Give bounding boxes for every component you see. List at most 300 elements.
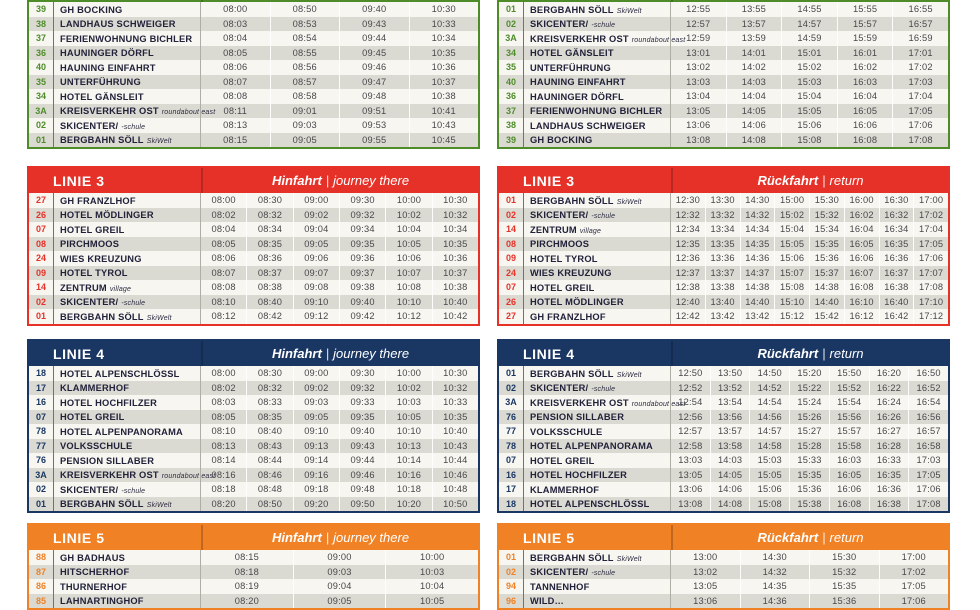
time-cell: 10:05 bbox=[385, 237, 431, 252]
stop-name bbox=[524, 410, 671, 425]
time-cell: 17:03 bbox=[892, 75, 948, 90]
stop-name bbox=[54, 89, 201, 104]
time-cell: 15:30 bbox=[809, 550, 879, 565]
time-cell: 08:18 bbox=[211, 484, 236, 495]
table-header-linie4-return bbox=[499, 341, 948, 366]
departure-times bbox=[201, 424, 478, 439]
timetable-linie3-outbound bbox=[27, 166, 480, 326]
time-cell: 09:03 bbox=[293, 395, 339, 410]
stop-name-text: WIES KREUZUNG bbox=[530, 268, 612, 278]
direction-label-german: Rückfahrt bbox=[757, 173, 819, 188]
stop-number: 36 bbox=[499, 89, 524, 104]
stop-name-text: SKICENTER/ bbox=[530, 567, 589, 577]
time-cell: 16:02 bbox=[844, 208, 879, 223]
stop-name bbox=[524, 395, 686, 410]
time-cell: 15:38 bbox=[789, 497, 829, 512]
time-cell: 16:04 bbox=[837, 89, 893, 104]
time-cell: 08:37 bbox=[246, 266, 292, 281]
time-cell: 10:10 bbox=[385, 295, 431, 310]
stop-name bbox=[54, 2, 201, 17]
stop-name-text: KREISVERKEHR OST bbox=[60, 470, 159, 480]
time-cell: 14:40 bbox=[809, 295, 844, 310]
time-cell: 08:36 bbox=[246, 251, 292, 266]
time-cell: 08:32 bbox=[246, 208, 292, 223]
table-row bbox=[499, 222, 948, 237]
time-cell: 10:14 bbox=[385, 453, 431, 468]
time-cell: 09:14 bbox=[293, 453, 339, 468]
departure-times bbox=[201, 75, 478, 90]
stop-number: 02 bbox=[499, 208, 524, 223]
time-cell: 16:35 bbox=[879, 237, 914, 252]
stop-number: 24 bbox=[499, 266, 524, 281]
stop-name bbox=[54, 366, 201, 381]
table-row bbox=[499, 31, 948, 46]
time-cell: 15:57 bbox=[837, 17, 893, 32]
time-cell: 17:08 bbox=[892, 133, 948, 148]
time-cell: 16:06 bbox=[844, 251, 879, 266]
time-cell: 13:32 bbox=[705, 208, 740, 223]
time-cell: 15:07 bbox=[774, 266, 809, 281]
time-cell: 17:08 bbox=[908, 497, 948, 512]
table-row bbox=[29, 381, 478, 396]
departure-times bbox=[671, 251, 948, 266]
stop-name-text: KREISVERKEHR OST bbox=[530, 33, 629, 44]
departure-times bbox=[201, 2, 478, 17]
time-cell: 10:07 bbox=[385, 266, 431, 281]
departure-times bbox=[201, 118, 478, 133]
time-cell: 14:50 bbox=[749, 366, 789, 381]
direction-label-pipe: | bbox=[822, 173, 826, 188]
direction-label-english: journey there bbox=[333, 173, 410, 188]
departure-times bbox=[201, 594, 478, 609]
time-cell: 13:08 bbox=[678, 498, 703, 509]
time-cell: 16:20 bbox=[869, 366, 909, 381]
direction-label-german: Hinfahrt bbox=[271, 346, 322, 361]
time-cell: 12:56 bbox=[678, 411, 703, 422]
time-cell: 10:33 bbox=[409, 17, 479, 32]
stop-name-suffix: -schule bbox=[121, 123, 146, 131]
direction-label-pipe: | bbox=[822, 346, 826, 361]
time-cell: 14:55 bbox=[781, 2, 837, 17]
table-row bbox=[29, 295, 478, 310]
time-cell: 08:02 bbox=[211, 382, 236, 393]
stop-name bbox=[524, 565, 671, 580]
stop-number: 02 bbox=[29, 482, 54, 497]
time-cell: 15:06 bbox=[749, 482, 789, 497]
stop-name bbox=[54, 410, 201, 425]
stop-number: 01 bbox=[499, 550, 524, 565]
time-cell: 09:45 bbox=[339, 46, 409, 61]
time-cell: 08:00 bbox=[223, 4, 248, 15]
time-cell: 14:06 bbox=[726, 118, 782, 133]
time-cell: 13:05 bbox=[686, 105, 711, 116]
stop-name-text: HOTEL GREIL bbox=[530, 282, 595, 293]
stop-name-text: VOLKSSCHULE bbox=[530, 426, 603, 437]
time-cell: 08:19 bbox=[234, 581, 259, 592]
stop-name-text: HAUNING EINFAHRT bbox=[530, 77, 626, 87]
departure-times bbox=[201, 17, 478, 32]
departure-times bbox=[671, 89, 948, 104]
departure-times bbox=[671, 31, 948, 46]
stop-number: 35 bbox=[499, 60, 524, 75]
timetable-linie5-outbound bbox=[27, 523, 480, 610]
stop-name-text: HOTEL MÖDLINGER bbox=[60, 210, 154, 220]
time-cell: 10:00 bbox=[385, 366, 431, 381]
time-cell: 09:18 bbox=[293, 482, 339, 497]
table-row bbox=[29, 17, 478, 32]
time-cell: 17:05 bbox=[908, 468, 948, 483]
time-cell: 08:08 bbox=[211, 282, 236, 293]
table-row bbox=[29, 280, 478, 295]
departure-times bbox=[671, 497, 948, 512]
time-cell: 12:37 bbox=[675, 267, 700, 278]
stop-name-text: THURNERHOF bbox=[60, 581, 128, 592]
time-cell: 09:04 bbox=[293, 222, 339, 237]
stop-name bbox=[524, 31, 686, 46]
table-header-linie4-outbound bbox=[29, 341, 478, 366]
departure-times bbox=[671, 594, 948, 609]
time-cell: 15:33 bbox=[789, 453, 829, 468]
time-cell: 17:07 bbox=[913, 266, 948, 281]
time-cell: 16:07 bbox=[844, 266, 879, 281]
stop-name bbox=[54, 118, 201, 133]
time-cell: 16:40 bbox=[879, 295, 914, 310]
stop-number: 01 bbox=[499, 366, 524, 381]
stop-name-suffix: SkiWelt bbox=[146, 502, 172, 509]
table-header-linie5-outbound bbox=[29, 525, 478, 550]
table-row bbox=[29, 31, 478, 46]
time-cell: 16:50 bbox=[908, 366, 948, 381]
table-row bbox=[29, 453, 478, 468]
direction-label-english: journey there bbox=[333, 346, 410, 361]
departure-times bbox=[201, 381, 478, 396]
time-cell: 08:18 bbox=[234, 566, 259, 577]
time-cell: 15:50 bbox=[829, 366, 869, 381]
time-cell: 16:37 bbox=[879, 266, 914, 281]
table-row bbox=[499, 266, 948, 281]
time-cell: 08:05 bbox=[211, 238, 236, 249]
stop-name bbox=[524, 118, 671, 133]
time-cell: 12:30 bbox=[675, 195, 700, 206]
stop-name bbox=[524, 439, 671, 454]
stop-name-text: BERGBAHN SÖLL bbox=[60, 135, 144, 145]
time-cell: 10:34 bbox=[409, 31, 479, 46]
stop-name bbox=[524, 550, 671, 565]
time-cell: 10:02 bbox=[385, 381, 431, 396]
stop-name-text: KLAMMERHOF bbox=[60, 383, 130, 393]
time-cell: 15:34 bbox=[809, 222, 844, 237]
time-cell: 10:32 bbox=[432, 381, 478, 396]
time-cell: 08:10 bbox=[211, 426, 236, 437]
time-cell: 13:34 bbox=[705, 222, 740, 237]
time-cell: 08:50 bbox=[270, 2, 340, 17]
stop-name-suffix: roundabout east bbox=[161, 473, 216, 480]
stop-number: 87 bbox=[29, 565, 54, 580]
time-cell: 10:36 bbox=[432, 251, 478, 266]
stop-name-text: BERGBAHN SÖLL bbox=[530, 4, 614, 15]
stop-number: 88 bbox=[29, 550, 54, 565]
departure-times bbox=[671, 410, 948, 425]
table-row bbox=[29, 395, 478, 410]
departure-times bbox=[671, 46, 948, 61]
departure-times bbox=[201, 550, 478, 565]
time-cell: 09:01 bbox=[270, 104, 340, 119]
departure-times bbox=[201, 366, 478, 381]
stop-name-text: GH BOCKING bbox=[530, 135, 593, 145]
time-cell: 15:56 bbox=[829, 410, 869, 425]
time-cell: 10:43 bbox=[432, 439, 478, 454]
time-cell: 15:28 bbox=[789, 439, 829, 454]
stop-number: 36 bbox=[29, 46, 54, 61]
stop-name bbox=[54, 280, 201, 295]
table-row bbox=[29, 222, 478, 237]
time-cell: 15:00 bbox=[774, 193, 809, 208]
time-cell: 15:04 bbox=[781, 89, 837, 104]
stop-name bbox=[524, 424, 671, 439]
stop-name-text: HOTEL ALPENSCHLÖSSL bbox=[530, 499, 650, 509]
departure-times bbox=[201, 266, 478, 281]
time-cell: 13:37 bbox=[705, 266, 740, 281]
stop-name-suffix: -schule bbox=[591, 386, 616, 393]
table-row bbox=[499, 46, 948, 61]
stop-number: 07 bbox=[499, 453, 524, 468]
time-cell: 13:06 bbox=[678, 484, 703, 495]
time-cell: 08:35 bbox=[246, 237, 292, 252]
stop-number: 24 bbox=[29, 251, 54, 266]
time-cell: 08:40 bbox=[246, 295, 292, 310]
table-row bbox=[29, 497, 478, 512]
time-cell: 17:01 bbox=[892, 46, 948, 61]
time-cell: 16:08 bbox=[844, 280, 879, 295]
time-cell: 10:16 bbox=[385, 468, 431, 483]
stop-name-text: GH FRANZLHOF bbox=[530, 311, 606, 322]
time-cell: 10:40 bbox=[432, 295, 478, 310]
time-cell: 08:07 bbox=[211, 267, 236, 278]
time-cell: 09:12 bbox=[293, 309, 339, 324]
departure-times bbox=[671, 60, 948, 75]
stop-number: 35 bbox=[29, 75, 54, 90]
direction-label bbox=[673, 173, 948, 188]
stop-name bbox=[54, 46, 201, 61]
departure-times bbox=[671, 208, 948, 223]
time-cell: 17:06 bbox=[908, 482, 948, 497]
stop-name bbox=[54, 17, 201, 32]
stop-name-text: BERGBAHN SÖLL bbox=[60, 311, 144, 322]
table-row bbox=[29, 468, 478, 483]
stop-name-text: SKICENTER/ bbox=[530, 383, 589, 393]
time-cell: 08:55 bbox=[270, 46, 340, 61]
time-cell: 14:37 bbox=[740, 266, 775, 281]
time-cell: 15:20 bbox=[789, 366, 829, 381]
time-cell: 13:03 bbox=[686, 76, 711, 87]
stop-name bbox=[54, 309, 201, 324]
time-cell: 15:08 bbox=[774, 280, 809, 295]
time-cell: 16:38 bbox=[869, 497, 909, 512]
departure-times bbox=[671, 222, 948, 237]
departure-times bbox=[671, 468, 948, 483]
time-cell: 09:44 bbox=[339, 31, 409, 46]
time-cell: 10:38 bbox=[409, 89, 479, 104]
stop-number: 34 bbox=[29, 89, 54, 104]
table-row bbox=[499, 118, 948, 133]
time-cell: 08:46 bbox=[246, 468, 292, 483]
stop-name bbox=[54, 104, 216, 119]
stop-number: 18 bbox=[499, 497, 524, 512]
stop-name bbox=[54, 395, 201, 410]
time-cell: 09:16 bbox=[293, 468, 339, 483]
table-header-linie3-outbound bbox=[29, 168, 478, 193]
time-cell: 14:52 bbox=[749, 381, 789, 396]
time-cell: 12:42 bbox=[675, 311, 700, 322]
time-cell: 08:48 bbox=[246, 482, 292, 497]
time-cell: 15:37 bbox=[809, 266, 844, 281]
time-cell: 10:08 bbox=[385, 280, 431, 295]
time-cell: 08:15 bbox=[234, 552, 259, 563]
time-cell: 15:35 bbox=[809, 237, 844, 252]
departure-times bbox=[671, 295, 948, 310]
time-cell: 14:56 bbox=[749, 410, 789, 425]
table-row bbox=[499, 579, 948, 594]
time-cell: 12:59 bbox=[686, 33, 711, 44]
table-row bbox=[499, 295, 948, 310]
stop-name bbox=[524, 366, 671, 381]
stop-number: 14 bbox=[29, 280, 54, 295]
time-cell: 09:20 bbox=[293, 497, 339, 512]
time-cell: 14:57 bbox=[749, 424, 789, 439]
time-cell: 12:34 bbox=[675, 224, 700, 235]
stop-name-text: HOTEL HOCHFILZER bbox=[60, 397, 158, 408]
stop-name-suffix: SkiWelt bbox=[146, 138, 172, 145]
time-cell: 15:06 bbox=[774, 251, 809, 266]
stop-name-text: KREISVERKEHR OST bbox=[60, 106, 159, 116]
departure-times bbox=[201, 46, 478, 61]
time-cell: 13:30 bbox=[705, 193, 740, 208]
stop-name-suffix: roundabout east bbox=[631, 400, 686, 408]
table-row bbox=[499, 75, 948, 90]
table-row bbox=[499, 104, 948, 119]
time-cell: 12:57 bbox=[678, 426, 703, 437]
stop-name-text: ZENTRUM bbox=[530, 224, 577, 235]
time-cell: 08:30 bbox=[246, 193, 292, 208]
departure-times bbox=[201, 439, 478, 454]
table-row bbox=[499, 468, 948, 483]
stop-number: 27 bbox=[499, 309, 524, 324]
time-cell: 17:03 bbox=[908, 453, 948, 468]
time-cell: 09:05 bbox=[293, 410, 339, 425]
time-cell: 09:06 bbox=[293, 251, 339, 266]
time-cell: 10:34 bbox=[432, 222, 478, 237]
time-cell: 10:46 bbox=[432, 468, 478, 483]
departure-times bbox=[201, 208, 478, 223]
departure-times bbox=[201, 237, 478, 252]
time-cell: 09:05 bbox=[270, 133, 340, 148]
stop-number: 3A bbox=[499, 31, 524, 46]
stop-name-suffix: SkiWelt bbox=[616, 7, 642, 15]
stop-number: 07 bbox=[29, 222, 54, 237]
time-cell: 09:34 bbox=[339, 222, 385, 237]
stop-name-text: GH BADHAUS bbox=[60, 552, 126, 563]
time-cell: 15:03 bbox=[781, 75, 837, 90]
time-cell: 09:38 bbox=[339, 280, 385, 295]
time-cell: 08:12 bbox=[211, 311, 236, 322]
stop-name bbox=[54, 565, 201, 580]
time-cell: 13:05 bbox=[678, 469, 703, 480]
departure-times bbox=[671, 366, 948, 381]
time-cell: 09:30 bbox=[339, 193, 385, 208]
stop-number: 18 bbox=[29, 366, 54, 381]
time-cell: 13:04 bbox=[686, 91, 711, 102]
time-cell: 16:06 bbox=[837, 118, 893, 133]
time-cell: 08:13 bbox=[223, 120, 248, 131]
table-row bbox=[499, 565, 948, 580]
stop-name bbox=[54, 453, 201, 468]
time-cell: 13:55 bbox=[726, 2, 782, 17]
table-row bbox=[29, 594, 478, 609]
time-cell: 09:40 bbox=[339, 295, 385, 310]
stop-number: 09 bbox=[29, 266, 54, 281]
time-cell: 12:35 bbox=[675, 238, 700, 249]
time-cell: 16:06 bbox=[829, 482, 869, 497]
table-row bbox=[29, 424, 478, 439]
stop-name-text: GH FRANZLHOF bbox=[60, 195, 136, 206]
stop-name bbox=[524, 237, 671, 252]
time-cell: 16:36 bbox=[869, 482, 909, 497]
time-cell: 17:10 bbox=[913, 295, 948, 310]
time-cell: 10:00 bbox=[385, 193, 431, 208]
time-cell: 17:06 bbox=[879, 594, 949, 609]
time-cell: 16:03 bbox=[837, 75, 893, 90]
time-cell: 16:08 bbox=[829, 497, 869, 512]
time-cell: 15:36 bbox=[809, 251, 844, 266]
time-cell: 08:04 bbox=[223, 33, 248, 44]
time-cell: 14:59 bbox=[781, 31, 837, 46]
time-cell: 14:04 bbox=[726, 89, 782, 104]
line-label: LINIE 5 bbox=[523, 529, 575, 546]
stop-name bbox=[524, 251, 671, 266]
stop-name-text: HOTEL GÄNSLEIT bbox=[530, 48, 614, 58]
time-cell: 17:12 bbox=[913, 309, 948, 324]
time-cell: 13:00 bbox=[693, 552, 718, 563]
stop-name-text: HOTEL GREIL bbox=[530, 455, 595, 466]
time-cell: 13:38 bbox=[705, 280, 740, 295]
time-cell: 15:36 bbox=[809, 594, 879, 609]
time-cell: 16:10 bbox=[844, 295, 879, 310]
stop-number: 3A bbox=[499, 395, 524, 410]
time-cell: 14:02 bbox=[726, 60, 782, 75]
stop-name bbox=[54, 381, 201, 396]
time-cell: 15:32 bbox=[809, 565, 879, 580]
time-cell: 10:37 bbox=[432, 266, 478, 281]
time-cell: 13:42 bbox=[705, 309, 740, 324]
table-row bbox=[29, 410, 478, 425]
time-cell: 09:40 bbox=[339, 424, 385, 439]
table-header-linie5-return bbox=[499, 525, 948, 550]
stop-name-text: HOTEL HOCHFILZER bbox=[530, 470, 628, 480]
time-cell: 16:04 bbox=[844, 222, 879, 237]
departure-times bbox=[671, 424, 948, 439]
time-cell: 10:00 bbox=[385, 550, 478, 565]
table-row bbox=[29, 46, 478, 61]
time-cell: 17:05 bbox=[879, 579, 949, 594]
time-cell: 08:03 bbox=[211, 397, 236, 408]
time-cell: 16:28 bbox=[869, 439, 909, 454]
time-cell: 16:27 bbox=[869, 424, 909, 439]
time-cell: 15:27 bbox=[789, 424, 829, 439]
time-cell: 13:02 bbox=[693, 566, 718, 577]
time-cell: 09:42 bbox=[339, 309, 385, 324]
time-cell: 17:06 bbox=[892, 118, 948, 133]
stop-number: 76 bbox=[29, 453, 54, 468]
